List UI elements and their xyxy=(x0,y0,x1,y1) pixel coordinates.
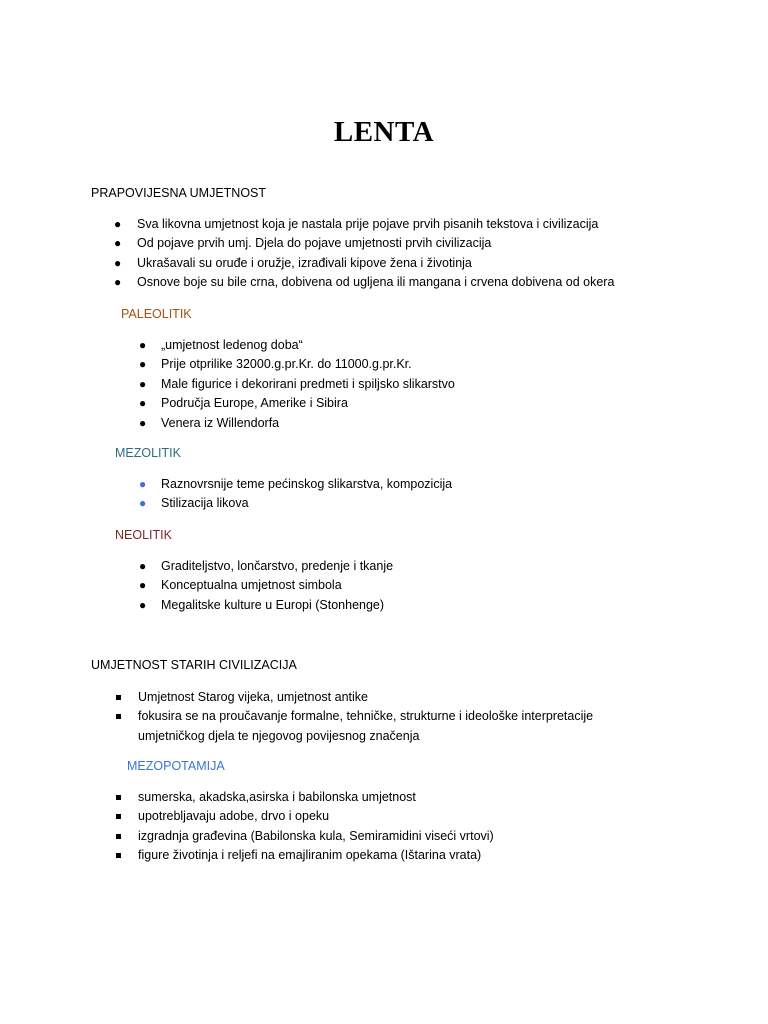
mezopotamija-list xyxy=(138,788,494,866)
list-item: ● Stilizacija likova xyxy=(161,494,452,513)
list-item: izgradnja građevina (Babilonska kula, Semiramidini viseći vrtovi) xyxy=(138,827,494,846)
bullet-icon: ● xyxy=(114,275,122,290)
neolitik-list xyxy=(139,557,394,615)
list-item: ● Venera iz Willendorfa xyxy=(161,414,455,433)
bullet-icon: ● xyxy=(139,496,147,511)
bullet-icon: ● xyxy=(114,217,122,231)
bullet-icon: ● xyxy=(139,477,147,491)
list-item: ● Sva likovna umjetnost koja je nastala prije pojave prvih pisanih tekstova i civilizacija xyxy=(137,215,614,234)
bullet-icon: ● xyxy=(139,578,147,593)
list-item: Umjetnost Starog vijeka, umjetnost antike xyxy=(138,688,593,707)
document-title: LENTA xyxy=(333,116,435,148)
list-item: ● Ukrašavali su oruđe i oružje, izrađivali kipove žena i životinja xyxy=(137,254,614,273)
bullet-icon: ● xyxy=(139,559,147,573)
section-heading-prapovijesna: PRAPOVIJESNA UMJETNOST xyxy=(91,186,267,200)
list-item: upotrebljavaju adobe, drvo i opeku xyxy=(138,807,494,826)
square-bullet-icon xyxy=(116,714,121,719)
bullet-icon: ● xyxy=(139,597,147,612)
list-item: ● Osnove boje su bile crna, dobivena od ugljena ili mangana i crvena dobivena od okera xyxy=(137,273,614,292)
subheading-paleolitik: PALEOLITIK xyxy=(121,307,192,321)
list-item: ● Raznovrsnije teme pećinskog slikarstva, kompozicija xyxy=(161,475,452,494)
list-item: ● „umjetnost ledenog doba“ xyxy=(161,336,455,355)
bullet-icon: ● xyxy=(114,255,122,270)
square-bullet-icon xyxy=(116,695,121,700)
list-item: ● Megalitske kulture u Europi (Stonhenge) xyxy=(161,596,393,615)
list-item: ● Male figurice i dekorirani predmeti i spiljsko slikarstvo xyxy=(161,375,455,394)
list-item: figure životinja i reljefi na emajliranim opekama (Ištarina vrata) xyxy=(138,846,494,865)
list-item: sumerska, akadska,asirska i babilonska umjetnost xyxy=(138,788,494,807)
list-item: ● Graditeljstvo, lončarstvo, predenje i tkanje xyxy=(161,557,393,576)
square-bullet-icon xyxy=(116,834,121,839)
square-bullet-icon xyxy=(116,795,121,800)
list-item: ● Od pojave prvih umj. Djela do pojave umjetnosti prvih civilizacija xyxy=(137,234,614,253)
mezolitik-list xyxy=(139,475,453,514)
subheading-neolitik: NEOLITIK xyxy=(115,528,172,542)
paleolitik-list xyxy=(139,336,455,433)
section-heading-stare-civilizacije: UMJETNOST STARIH CIVILIZACIJA xyxy=(91,658,297,672)
bullet-icon: ● xyxy=(139,376,147,391)
list-item: ● Prije otprilike 32000.g.pr.Kr. do 11000.g.pr.Kr. xyxy=(161,355,455,374)
list-item: ● Konceptualna umjetnost simbola xyxy=(161,576,393,595)
list-item: ● Područja Europe, Amerike i Sibira xyxy=(161,394,455,413)
list-item: fokusira se na proučavanje formalne, tehničke, strukturne i ideološke interpretacije umjetničkog djela te njegovog povijesnog značenja xyxy=(138,707,593,746)
bullet-icon: ● xyxy=(114,236,122,251)
section1-list xyxy=(114,215,615,293)
square-bullet-icon xyxy=(116,853,121,858)
subheading-mezolitik: MEZOLITIK xyxy=(115,446,181,460)
square-bullet-icon xyxy=(116,814,121,819)
bullet-icon: ● xyxy=(139,396,147,411)
bullet-icon: ● xyxy=(139,415,147,430)
subheading-mezopotamija: MEZOPOTAMIJA xyxy=(127,759,225,773)
bullet-icon: ● xyxy=(139,357,147,372)
bullet-icon: ● xyxy=(139,338,147,352)
section2-list xyxy=(138,688,593,746)
